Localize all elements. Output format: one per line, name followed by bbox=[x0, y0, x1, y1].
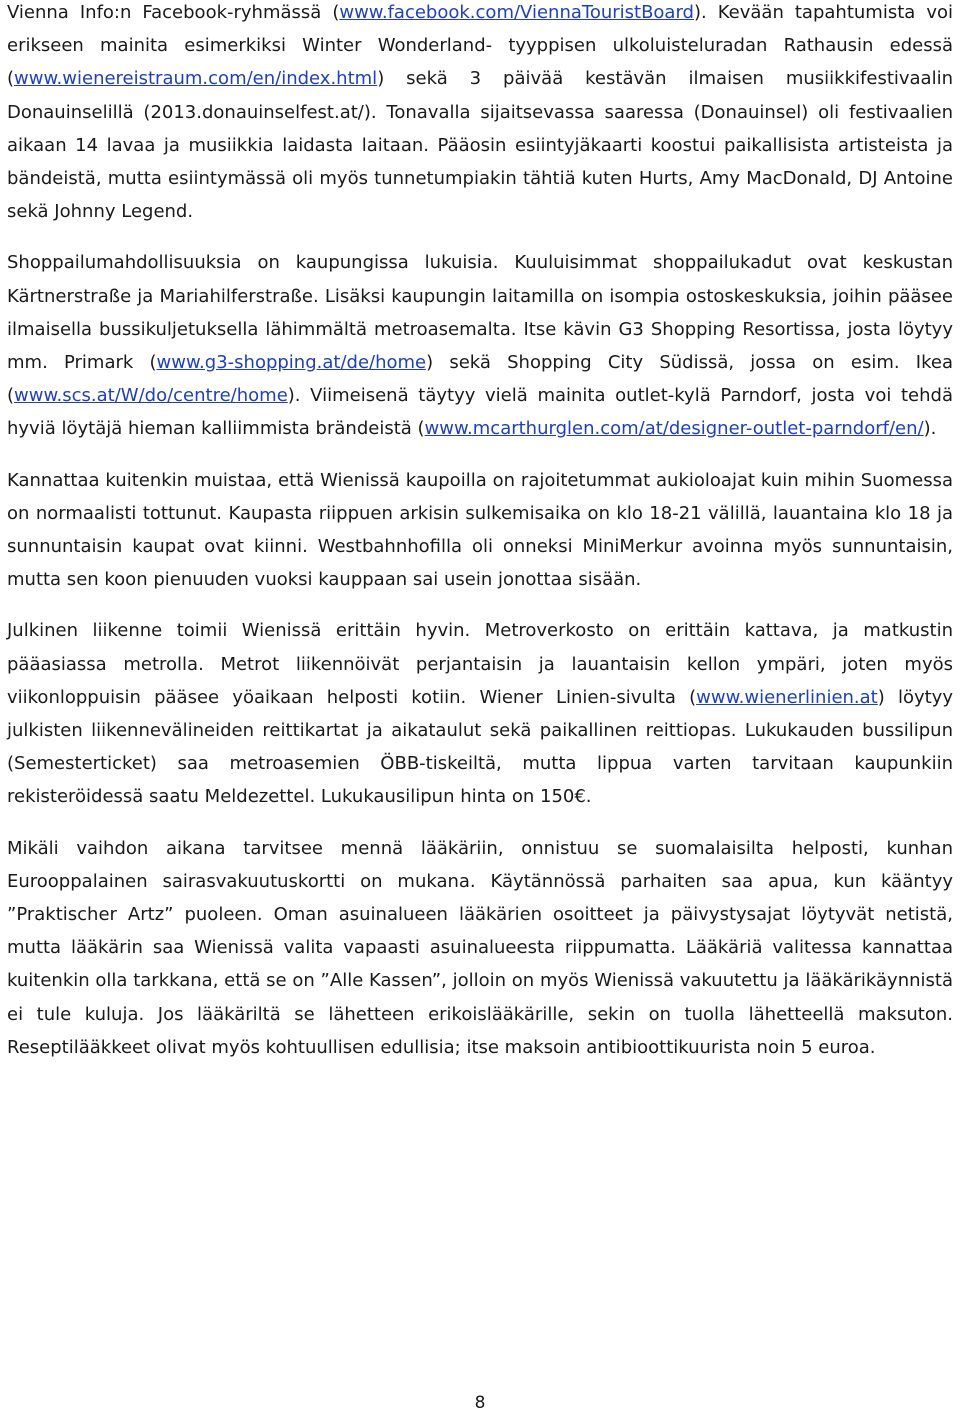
paragraph-healthcare: Mikäli vaihdon aikana tarvitsee mennä lääkäriin, onnistuu se suomalaisilta helposti, kunhan Eurooppalainen sairasvakuutuskortti on mukana. Käytännössä parhaiten saa apua, kun kääntyy ”Praktischer Artz” puoleen. Oman asuinalueen lääkärien osoitteet ja päivystysajat löytyvät netistä, mutta lääkärin saa Wienissä valita vapaasti asuinalueesta riippumatta. Lääkäriä valitessa kannattaa kuitenkin olla tarkkana, että se on ”Alle Kassen”, jolloin on myös Wienissä vakuutettu ja lääkärikäynnistä ei tule kuluja. Jos lääkäriltä se lähetteen erikoislääkärille, sekin on tuolla lähetteellä maksuton. Reseptilääkkeet olivat myös kohtuullisen edullisia; itse maksoin antibioottikuurista noin 5 euroa. bbox=[7, 837, 953, 1058]
mcarthurglen-link[interactable]: www.mcarthurglen.com/at/designer-outlet-parndorf/en/ bbox=[424, 418, 924, 440]
wienerlinien-link[interactable]: www.wienerlinien.at bbox=[696, 686, 878, 708]
paragraph-text: Julkinen liikenne toimii Wienissä erittäin hyvin. Metroverkosto on erittäin kattava, ja matkustin pääasiassa metrolla. Metrot liikennöivät perjantaisin ja lauantaisin kellon ympäri, joten myös viikonloppuisin pääsee yöaikaan helposti kotiin. Wiener Linien-sivulta ( bbox=[7, 620, 953, 708]
paragraph-opening-hours: Kannattaa kuitenkin muistaa, että Wienissä kaupoilla on rajoitetummat aukioloajat kuin mihin Suomessa on normaalisti tottunut. Kaupasta riippuen arkisin sulkemisaika on klo 18-21 välillä, lauantaina klo 18 ja sunnuntaisin kaupat ovat kiinni. Westbahnhofilla oli onneksi MiniMerkur avoinna myös sunnuntaisin, mutta sen koon pienuuden vuoksi kauppaan sai usein jonottaa sisään. bbox=[7, 469, 953, 591]
scs-link[interactable]: www.scs.at/W/do/centre/home bbox=[14, 385, 288, 407]
paragraph-text: ). Viimeisenä täytyy vielä mainita outlet-kylä Parndorf, josta voi tehdä hyviä löytäjä hieman kalliimmista brändeistä ( bbox=[7, 385, 953, 440]
facebook-link[interactable]: www.facebook.com/ViennaTouristBoard bbox=[339, 2, 694, 23]
paragraph-text: ) sekä 3 päivää kestävän ilmaisen musiikkifestivaalin Donauinselillä (2013.donauinselfest.at/). Tonavalla sijaitsevassa saaressa (Donauinsel) oli festivaalien aikaan 14 lavaa ja musiikkia laidasta laitaan. Pääosin esiintyjäkaarti koostui paikallisista artisteista ja bändeistä, mutta esiintymässä oli myös tunnetumpiakin tähtiä kuten Hurts, Amy MacDonald, DJ Antoine sekä Johnny Legend. bbox=[7, 68, 953, 223]
paragraph-text: ). Kevään tapahtumista voi erikseen mainita esimerkiksi Winter Wonderland- tyyppisen ulkoluisteluradan Rathausin edessä ( bbox=[7, 2, 953, 90]
paragraph-public-transport bbox=[7, 614, 953, 813]
paragraph-shopping bbox=[7, 246, 953, 445]
g3-shopping-link[interactable]: www.g3-shopping.at/de/home bbox=[156, 352, 427, 374]
page-number: 8 bbox=[474, 1393, 486, 1413]
paragraph-text: Vienna Info:n Facebook-ryhmässä ( bbox=[7, 2, 340, 23]
paragraph-text: ) sekä Shopping City Südissä, jossa on esim. Ikea ( bbox=[7, 352, 954, 407]
paragraph-text: Shoppailumahdollisuuksia on kaupungissa lukuisia. Kuuluisimmat shoppailukadut ovat keskustan Kärtnerstraße ja Mariahilferstraße. Lisäksi kaupungin laitamilla on isompia ostoskeskuksia, joihin pääsee ilmaisella bussikuljetuksella lähimmältä metroasemalta. Itse kävin G3 Shopping Resortissa, josta löytyy mm. Primark ( bbox=[7, 252, 953, 374]
paragraph-events bbox=[7, 0, 953, 228]
paragraph-text: ) löytyy julkisten liikennevälineiden reittikartat ja aikataulut sekä paikallinen reittiopas. Lukukauden bussilipun (Semesterticket) saa metroasemien ÖBB-tiskeiltä, mutta lippua varten tarvitaan kaupunkiin rekisteröidessä saatu Meldezettel. Lukukausilipun hinta on 150€. bbox=[7, 686, 953, 808]
wienereistraum-link[interactable]: www.wienereistraum.com/en/index.html bbox=[14, 68, 378, 90]
paragraph-text: ). bbox=[923, 418, 937, 440]
document-page bbox=[7, 0, 953, 1064]
